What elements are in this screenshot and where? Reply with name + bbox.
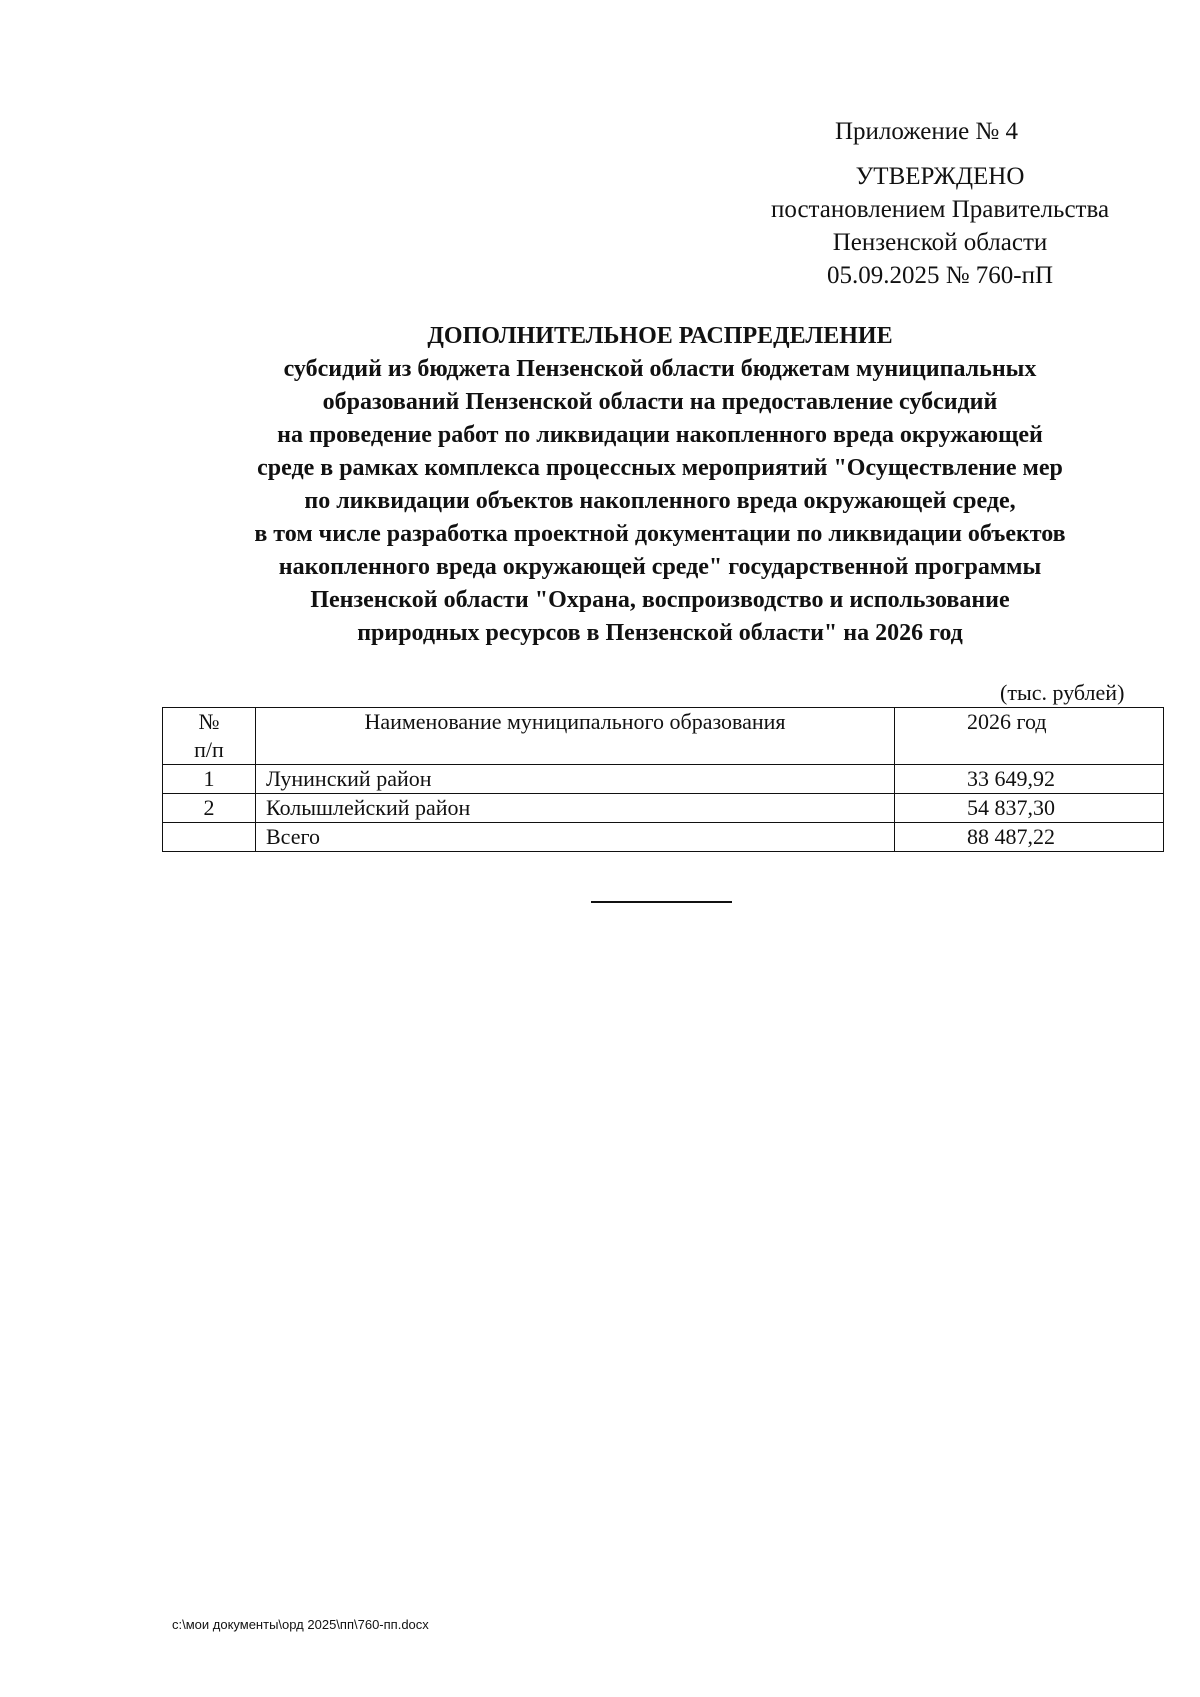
header-number-abbr: п/п <box>194 737 224 762</box>
header-number <box>163 708 256 765</box>
header-municipality: Наименование муниципального образования <box>256 708 895 765</box>
approval-decree-number: 05.09.2025 № 760-пП <box>826 262 1054 289</box>
title-line: на проведение работ по ликвидации накопленного вреда окружающей <box>277 422 1043 448</box>
header-number-symbol: № <box>198 709 220 734</box>
distribution-table <box>162 707 1164 852</box>
end-divider <box>591 901 732 903</box>
approval-line: Пензенской области <box>832 229 1048 256</box>
title-line: накопленного вреда окружающей среде" государственной программы <box>278 554 1042 580</box>
approval-line: постановлением Правительства <box>770 196 1110 223</box>
row-number: 1 <box>163 765 256 794</box>
total-label: Всего <box>256 823 895 852</box>
approval-stamp <box>740 160 1140 292</box>
table-header-row <box>163 708 1164 765</box>
row-number: 2 <box>163 794 256 823</box>
row-municipality: Лунинский район <box>256 765 895 794</box>
table-row <box>163 765 1164 794</box>
document-title <box>130 320 1190 650</box>
title-line: Пензенской области "Охрана, воспроизводство и использование <box>310 587 1010 613</box>
title-line: природных ресурсов в Пензенской области" на 2026 год <box>357 620 963 646</box>
footer-file-path: c:\мои документы\орд 2025\пп\760-пп.docx <box>172 1617 429 1632</box>
title-line: по ликвидации объектов накопленного вреда окружающей среде, <box>304 488 1016 514</box>
row-amount: 33 649,92 <box>895 765 1164 794</box>
total-amount: 88 487,22 <box>895 823 1164 852</box>
row-amount: 54 837,30 <box>895 794 1164 823</box>
title-line: в том числе разработка проектной документации по ликвидации объектов <box>254 521 1066 547</box>
total-number <box>163 823 256 852</box>
title-line: образований Пензенской области на предоставление субсидий <box>322 389 998 415</box>
appendix-label: Приложение № 4 <box>835 118 1019 145</box>
header-year: 2026 год <box>895 708 1164 765</box>
table-total-row <box>163 823 1164 852</box>
row-municipality: Колышлейский район <box>256 794 895 823</box>
title-line: субсидий из бюджета Пензенской области бюджетам муниципальных <box>283 356 1037 382</box>
units-label: (тыс. рублей) <box>1000 680 1125 705</box>
title-heading: ДОПОЛНИТЕЛЬНОЕ РАСПРЕДЕЛЕНИЕ <box>427 323 893 349</box>
title-line: среде в рамках комплекса процессных мероприятий "Осуществление мер <box>257 455 1063 481</box>
approval-heading: УТВЕРЖДЕНО <box>855 163 1025 190</box>
table-row <box>163 794 1164 823</box>
